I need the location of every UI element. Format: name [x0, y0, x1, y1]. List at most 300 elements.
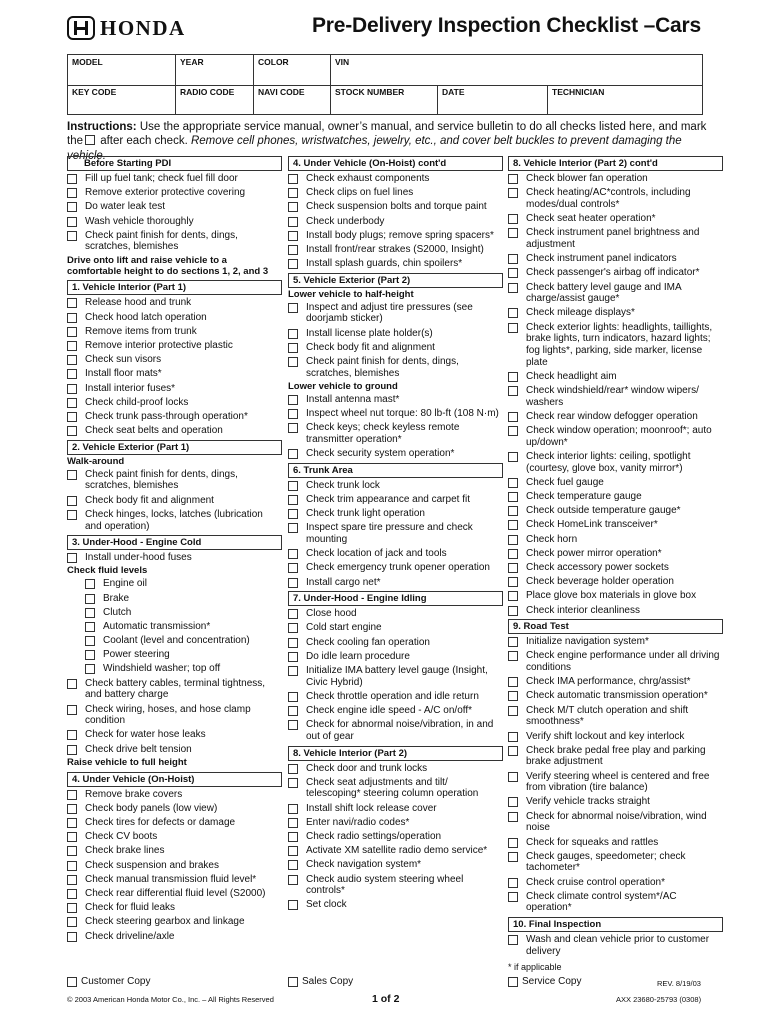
- checkbox[interactable]: [288, 217, 298, 227]
- checkbox[interactable]: [67, 313, 77, 323]
- footnote: * if applicable: [508, 961, 562, 972]
- checkbox[interactable]: [67, 804, 77, 814]
- checklist-item[interactable]: [67, 635, 282, 647]
- checklist-item-label: Remove exterior protective covering: [85, 187, 246, 199]
- checkbox[interactable]: [288, 509, 298, 519]
- checkbox[interactable]: [288, 652, 298, 662]
- checklist-item[interactable]: [508, 837, 723, 849]
- model-field[interactable]: MODEL: [68, 55, 176, 85]
- checkbox[interactable]: [67, 470, 77, 480]
- checkbox[interactable]: [85, 579, 95, 589]
- checklist-item-label: Install under-hood fuses: [85, 552, 192, 564]
- color-field[interactable]: COLOR: [254, 55, 331, 85]
- checklist-item[interactable]: [67, 552, 282, 564]
- key-code-field[interactable]: KEY CODE: [68, 85, 176, 114]
- checklist-item-label: Check heating/AC*controls, including modes/dual controls*: [526, 187, 691, 210]
- checkbox[interactable]: [67, 745, 77, 755]
- checklist-item[interactable]: [67, 216, 282, 228]
- year-field[interactable]: YEAR: [176, 55, 254, 85]
- checkbox[interactable]: [288, 764, 298, 774]
- checklist-item[interactable]: [67, 495, 282, 507]
- checklist-item[interactable]: [508, 636, 723, 648]
- checklist-item[interactable]: [508, 491, 723, 503]
- checkbox[interactable]: [67, 369, 77, 379]
- checkbox[interactable]: [508, 308, 518, 318]
- checklist-item[interactable]: [288, 244, 503, 256]
- checklist-item[interactable]: [288, 187, 503, 199]
- instructions-text-2a: the: [67, 135, 83, 148]
- checklist-item[interactable]: [67, 326, 282, 338]
- checklist-item[interactable]: [67, 397, 282, 409]
- checkbox[interactable]: [67, 188, 77, 198]
- checklist-item[interactable]: [288, 548, 503, 560]
- checklist-item[interactable]: [508, 705, 723, 728]
- checklist-item[interactable]: [288, 408, 503, 420]
- checklist-item[interactable]: [288, 258, 503, 270]
- checklist-item-label: Check suspension bolts and torque paint: [306, 201, 487, 213]
- checkbox[interactable]: [85, 636, 95, 646]
- checklist-item-label: Check seat belts and operation: [85, 425, 223, 437]
- checklist-item[interactable]: [508, 745, 723, 768]
- checklist-item-label: Check brake pedal free play and parking brake adjustment: [526, 744, 706, 768]
- checklist-item[interactable]: [288, 480, 503, 492]
- checklist-item-label: Check HomeLink transceiver*: [526, 519, 658, 531]
- checklist-item-label: Check clips on fuel lines: [306, 187, 414, 199]
- checkbox[interactable]: [85, 664, 95, 674]
- checklist-item[interactable]: [288, 719, 503, 742]
- checkbox[interactable]: [67, 398, 77, 408]
- checklist-item-label: Check sun visors: [85, 354, 162, 366]
- checklist-item[interactable]: [288, 705, 503, 717]
- checklist-item[interactable]: [508, 425, 723, 448]
- checkbox[interactable]: [508, 838, 518, 848]
- checklist-item[interactable]: [288, 622, 503, 634]
- checklist-item[interactable]: [288, 608, 503, 620]
- checkbox[interactable]: [288, 692, 298, 702]
- checklist-item[interactable]: [288, 422, 503, 445]
- checklist-item-label: Clutch: [103, 606, 132, 618]
- checkbox[interactable]: [85, 650, 95, 660]
- checklist-item[interactable]: [508, 590, 723, 602]
- checkbox[interactable]: [508, 563, 518, 573]
- checkbox[interactable]: [508, 268, 518, 278]
- checkbox[interactable]: [288, 174, 298, 184]
- checklist-item[interactable]: [67, 383, 282, 395]
- section-header: 2. Vehicle Exterior (Part 1): [67, 440, 282, 455]
- checklist-item[interactable]: [508, 519, 723, 531]
- checklist-item-label: Check trunk pass-through operation*: [85, 410, 248, 422]
- customer-copy-option[interactable]: [67, 976, 150, 988]
- checkbox[interactable]: [67, 705, 77, 715]
- checkbox[interactable]: [288, 875, 298, 885]
- checklist-item[interactable]: [67, 340, 282, 352]
- checkbox[interactable]: [508, 892, 518, 902]
- checkbox[interactable]: [288, 481, 298, 491]
- checkbox[interactable]: [67, 875, 77, 885]
- checkbox[interactable]: [67, 426, 77, 436]
- checklist-item[interactable]: [67, 729, 282, 741]
- checklist-item[interactable]: [288, 328, 503, 340]
- checkbox[interactable]: [288, 231, 298, 241]
- checkbox[interactable]: [288, 188, 298, 198]
- checkbox[interactable]: [508, 878, 518, 888]
- checklist-item-label: Inspect and adjust tire pressures (see doorjamb sticker): [306, 301, 473, 325]
- checklist-item[interactable]: [508, 451, 723, 474]
- checkbox[interactable]: [508, 452, 518, 462]
- checkbox[interactable]: [67, 384, 77, 394]
- checkbox[interactable]: [288, 449, 298, 459]
- checkbox[interactable]: [288, 357, 298, 367]
- checklist-item[interactable]: [288, 356, 503, 379]
- checkbox[interactable]: [288, 329, 298, 339]
- checkbox[interactable]: [85, 594, 95, 604]
- checklist-item[interactable]: [67, 607, 282, 619]
- checkbox[interactable]: [67, 730, 77, 740]
- checklist-item[interactable]: [288, 665, 503, 688]
- checkbox[interactable]: [508, 812, 518, 822]
- checkbox[interactable]: [288, 245, 298, 255]
- checkbox[interactable]: [508, 426, 518, 436]
- checkbox[interactable]: [508, 254, 518, 264]
- checklist-item[interactable]: [67, 425, 282, 437]
- checklist-item-label: Check IMA performance, chrg/assist*: [526, 676, 691, 688]
- checklist-item[interactable]: [508, 322, 723, 369]
- checklist-item[interactable]: [508, 548, 723, 560]
- checkbox[interactable]: [508, 732, 518, 742]
- checkbox[interactable]: [508, 214, 518, 224]
- checklist-item[interactable]: [288, 845, 503, 857]
- checklist-item[interactable]: [508, 253, 723, 265]
- checklist-item[interactable]: [508, 771, 723, 794]
- checkbox[interactable]: [288, 409, 298, 419]
- checkbox[interactable]: [67, 917, 77, 927]
- checklist-item[interactable]: [67, 173, 282, 185]
- checklist-item[interactable]: [67, 902, 282, 914]
- checkbox[interactable]: [67, 174, 77, 184]
- checklist-item[interactable]: [67, 312, 282, 324]
- checklist-item-label: Wash vehicle thoroughly: [85, 215, 194, 227]
- checkbox[interactable]: [508, 977, 518, 987]
- checkbox[interactable]: [508, 478, 518, 488]
- honda-h-icon: [67, 16, 95, 40]
- checklist-item[interactable]: [508, 213, 723, 225]
- checklist-item[interactable]: [288, 651, 503, 663]
- checklist-item[interactable]: [67, 931, 282, 943]
- checkbox[interactable]: [288, 303, 298, 313]
- customer-copy-label: Customer Copy: [81, 976, 151, 987]
- checkbox[interactable]: [508, 651, 518, 661]
- checkbox[interactable]: [508, 412, 518, 422]
- checkbox[interactable]: [67, 889, 77, 899]
- checklist-item-label: Do water leak test: [85, 201, 166, 213]
- checklist-item-label: Check hood latch operation: [85, 311, 207, 323]
- checklist-item[interactable]: [67, 187, 282, 199]
- checklist-item[interactable]: [288, 342, 503, 354]
- checkbox[interactable]: [508, 323, 518, 333]
- checklist-item[interactable]: [288, 831, 503, 843]
- checkbox[interactable]: [508, 520, 518, 530]
- checklist-item[interactable]: [288, 577, 503, 589]
- checklist-item[interactable]: [67, 888, 282, 900]
- checklist-item-label: Check window operation; moonroof*; auto up/down*: [526, 425, 712, 448]
- checkbox[interactable]: [288, 778, 298, 788]
- checkbox[interactable]: [67, 496, 77, 506]
- checkbox[interactable]: [288, 832, 298, 842]
- checkbox[interactable]: [288, 259, 298, 269]
- checkbox[interactable]: [508, 372, 518, 382]
- date-field[interactable]: DATE: [438, 85, 548, 114]
- checkbox[interactable]: [508, 174, 518, 184]
- checklist-item[interactable]: [67, 916, 282, 928]
- stock-number-field[interactable]: STOCK NUMBER: [331, 85, 438, 114]
- checklist-item[interactable]: [288, 448, 503, 460]
- checklist-item[interactable]: [67, 845, 282, 857]
- checklist-item-label: Check battery level gauge and IMA charge/assist gauge*: [526, 281, 682, 305]
- checkbox[interactable]: [508, 677, 518, 687]
- checklist-item[interactable]: [288, 230, 503, 242]
- checkbox[interactable]: [85, 608, 95, 618]
- checkbox[interactable]: [67, 553, 77, 563]
- checkbox[interactable]: [67, 217, 77, 227]
- checklist-item[interactable]: [67, 593, 282, 605]
- checklist-item[interactable]: [67, 354, 282, 366]
- checklist-item[interactable]: [508, 505, 723, 517]
- checkbox[interactable]: [508, 535, 518, 545]
- checkbox[interactable]: [288, 706, 298, 716]
- checklist-item[interactable]: [67, 803, 282, 815]
- checklist-item[interactable]: [288, 637, 503, 649]
- checklist-item[interactable]: [508, 173, 723, 185]
- checklist-item[interactable]: [288, 562, 503, 574]
- checklist-item[interactable]: [508, 385, 723, 408]
- checkbox[interactable]: [67, 846, 77, 856]
- checklist-item[interactable]: [67, 874, 282, 886]
- checklist-item[interactable]: [288, 859, 503, 871]
- checkbox[interactable]: [85, 622, 95, 632]
- checkbox[interactable]: [67, 412, 77, 422]
- checklist-item[interactable]: [508, 690, 723, 702]
- checklist-item[interactable]: [508, 605, 723, 617]
- checklist-item[interactable]: [288, 522, 503, 545]
- checkbox[interactable]: [288, 423, 298, 433]
- checklist-item[interactable]: [508, 731, 723, 743]
- checkbox[interactable]: [67, 510, 77, 520]
- checklist-item[interactable]: [288, 803, 503, 815]
- checklist-item[interactable]: [508, 796, 723, 808]
- checkbox[interactable]: [67, 932, 77, 942]
- checklist-item[interactable]: [508, 851, 723, 874]
- vin-field[interactable]: VIN: [335, 57, 350, 67]
- checkbox[interactable]: [508, 691, 518, 701]
- checklist-item-label: Activate XM satellite radio demo service*: [306, 845, 488, 857]
- checklist-item[interactable]: [508, 371, 723, 383]
- checkbox[interactable]: [67, 341, 77, 351]
- checklist-item[interactable]: [508, 877, 723, 889]
- checkbox[interactable]: [288, 666, 298, 676]
- checklist-item-label: Check audio system steering wheel controls*: [306, 873, 464, 897]
- checklist-item[interactable]: [508, 477, 723, 489]
- checklist-item-label: Enter navi/radio codes*: [306, 816, 410, 828]
- checklist-item[interactable]: [288, 777, 503, 800]
- checklist-item[interactable]: [288, 874, 503, 897]
- checklist-item[interactable]: [288, 817, 503, 829]
- checklist-item[interactable]: [67, 509, 282, 532]
- radio-code-field[interactable]: RADIO CODE: [176, 85, 254, 114]
- navi-code-field[interactable]: NAVI CODE: [254, 85, 331, 114]
- checklist-item[interactable]: [67, 230, 282, 253]
- checklist-item[interactable]: [508, 562, 723, 574]
- sales-copy-option[interactable]: [288, 976, 353, 988]
- checkbox[interactable]: [508, 188, 518, 198]
- checklist-item[interactable]: [508, 227, 723, 250]
- checkbox[interactable]: [508, 852, 518, 862]
- checkbox[interactable]: [288, 638, 298, 648]
- checklist-item-label: Initialize IMA battery level gauge (Insight, Civic Hybrid): [306, 664, 488, 688]
- checklist-item[interactable]: [67, 297, 282, 309]
- checkbox[interactable]: [67, 298, 77, 308]
- section-header: 8. Vehicle Interior (Part 2): [288, 746, 503, 761]
- checklist-item[interactable]: [67, 368, 282, 380]
- checkbox[interactable]: [288, 720, 298, 730]
- checklist-item-label: Check instrument panel indicators: [526, 253, 677, 265]
- checklist-item-label: Check battery cables, terminal tightness, and battery charge: [85, 677, 266, 701]
- checklist-item[interactable]: [288, 216, 503, 228]
- section-header: 6. Trunk Area: [288, 463, 503, 478]
- checkbox[interactable]: [67, 977, 77, 987]
- checklist-item[interactable]: [288, 494, 503, 506]
- checklist-item[interactable]: [508, 282, 723, 305]
- checkbox[interactable]: [288, 563, 298, 573]
- checklist-item[interactable]: [288, 763, 503, 775]
- checklist-item[interactable]: [508, 676, 723, 688]
- checklist-item[interactable]: [67, 621, 282, 633]
- checklist-item[interactable]: [67, 817, 282, 829]
- checklist-item[interactable]: [508, 650, 723, 673]
- checkbox[interactable]: [288, 202, 298, 212]
- checklist-item[interactable]: [67, 704, 282, 727]
- checkbox[interactable]: [288, 495, 298, 505]
- checkbox[interactable]: [508, 492, 518, 502]
- checkbox[interactable]: [508, 797, 518, 807]
- checklist-item[interactable]: [508, 934, 723, 957]
- checkbox[interactable]: [508, 591, 518, 601]
- checklist-item[interactable]: [508, 267, 723, 279]
- checkbox-icon: [85, 135, 95, 145]
- checkbox[interactable]: [288, 804, 298, 814]
- checkbox[interactable]: [508, 228, 518, 238]
- checklist-item[interactable]: [67, 860, 282, 872]
- checklist-item[interactable]: [288, 394, 503, 406]
- checkbox[interactable]: [508, 772, 518, 782]
- checkbox[interactable]: [288, 818, 298, 828]
- checklist-item-label: Check CV boots: [85, 831, 158, 843]
- checkbox[interactable]: [288, 860, 298, 870]
- technician-field[interactable]: TECHNICIAN: [552, 87, 605, 97]
- checklist-item[interactable]: [67, 789, 282, 801]
- checklist-item[interactable]: [288, 302, 503, 325]
- checkbox[interactable]: [508, 577, 518, 587]
- checklist-item[interactable]: [288, 201, 503, 213]
- checklist-item[interactable]: [288, 508, 503, 520]
- checklist-item-label: Verify shift lockout and key interlock: [526, 730, 685, 742]
- checkbox[interactable]: [508, 746, 518, 756]
- checkbox[interactable]: [67, 832, 77, 842]
- checklist-item[interactable]: [67, 663, 282, 675]
- checklist-item[interactable]: [508, 576, 723, 588]
- checklist-item[interactable]: [288, 691, 503, 703]
- checkbox[interactable]: [67, 231, 77, 241]
- checkbox[interactable]: [508, 935, 518, 945]
- checkbox[interactable]: [67, 202, 77, 212]
- checkbox[interactable]: [508, 706, 518, 716]
- subheading: Lower vehicle to half-height: [288, 288, 414, 300]
- service-copy-option[interactable]: [508, 976, 581, 988]
- checkbox[interactable]: [67, 355, 77, 365]
- checkbox[interactable]: [508, 283, 518, 293]
- checkbox[interactable]: [288, 578, 298, 588]
- checklist-item[interactable]: [67, 201, 282, 213]
- checklist-item-label: Install splash guards, chin spoilers*: [306, 258, 463, 270]
- section-header: 1. Vehicle Interior (Part 1): [67, 280, 282, 295]
- checklist-item-label: Close hood: [306, 608, 357, 620]
- checkbox[interactable]: [288, 395, 298, 405]
- checkbox[interactable]: [67, 861, 77, 871]
- checklist-item[interactable]: [508, 891, 723, 914]
- checkbox[interactable]: [508, 637, 518, 647]
- checklist-item-label: Check radio settings/operation: [306, 831, 442, 843]
- checkbox[interactable]: [67, 679, 77, 689]
- checklist-item-label: Check driveline/axle: [85, 930, 175, 942]
- checkbox[interactable]: [67, 790, 77, 800]
- checkbox[interactable]: [67, 818, 77, 828]
- checkbox[interactable]: [288, 900, 298, 910]
- section-header: 4. Under Vehicle (On-Hoist) cont'd: [288, 156, 503, 171]
- honda-logo: [67, 14, 186, 42]
- checkbox[interactable]: [288, 549, 298, 559]
- subheading: Walk-around: [67, 455, 125, 467]
- checklist-item-label: Install floor mats*: [85, 368, 162, 380]
- checkbox[interactable]: [508, 506, 518, 516]
- checkbox[interactable]: [288, 343, 298, 353]
- checklist-item[interactable]: [288, 173, 503, 185]
- checkbox[interactable]: [508, 549, 518, 559]
- checkbox[interactable]: [508, 606, 518, 616]
- checkbox[interactable]: [67, 327, 77, 337]
- checklist-item-label: Check throttle operation and idle return: [306, 690, 479, 702]
- checklist-item[interactable]: [508, 307, 723, 319]
- checklist-item[interactable]: [508, 411, 723, 423]
- checklist-item[interactable]: [67, 831, 282, 843]
- checklist-item[interactable]: [67, 578, 282, 590]
- copyright: © 2003 American Honda Motor Co., Inc. – All Rights Reserved: [67, 995, 274, 1004]
- checklist-item[interactable]: [67, 649, 282, 661]
- checklist-item[interactable]: [67, 469, 282, 492]
- checkbox[interactable]: [288, 623, 298, 633]
- checkbox[interactable]: [288, 977, 298, 987]
- checklist-item[interactable]: [67, 744, 282, 756]
- checklist-item[interactable]: [508, 187, 723, 210]
- checklist-item[interactable]: [67, 678, 282, 701]
- checkbox[interactable]: [288, 523, 298, 533]
- checklist-item[interactable]: [288, 899, 503, 911]
- checklist-item[interactable]: [508, 534, 723, 546]
- checkbox[interactable]: [508, 386, 518, 396]
- checkbox[interactable]: [288, 609, 298, 619]
- checklist-item[interactable]: [508, 811, 723, 834]
- checklist-item[interactable]: [67, 411, 282, 423]
- checkbox[interactable]: [67, 903, 77, 913]
- checkbox[interactable]: [288, 846, 298, 856]
